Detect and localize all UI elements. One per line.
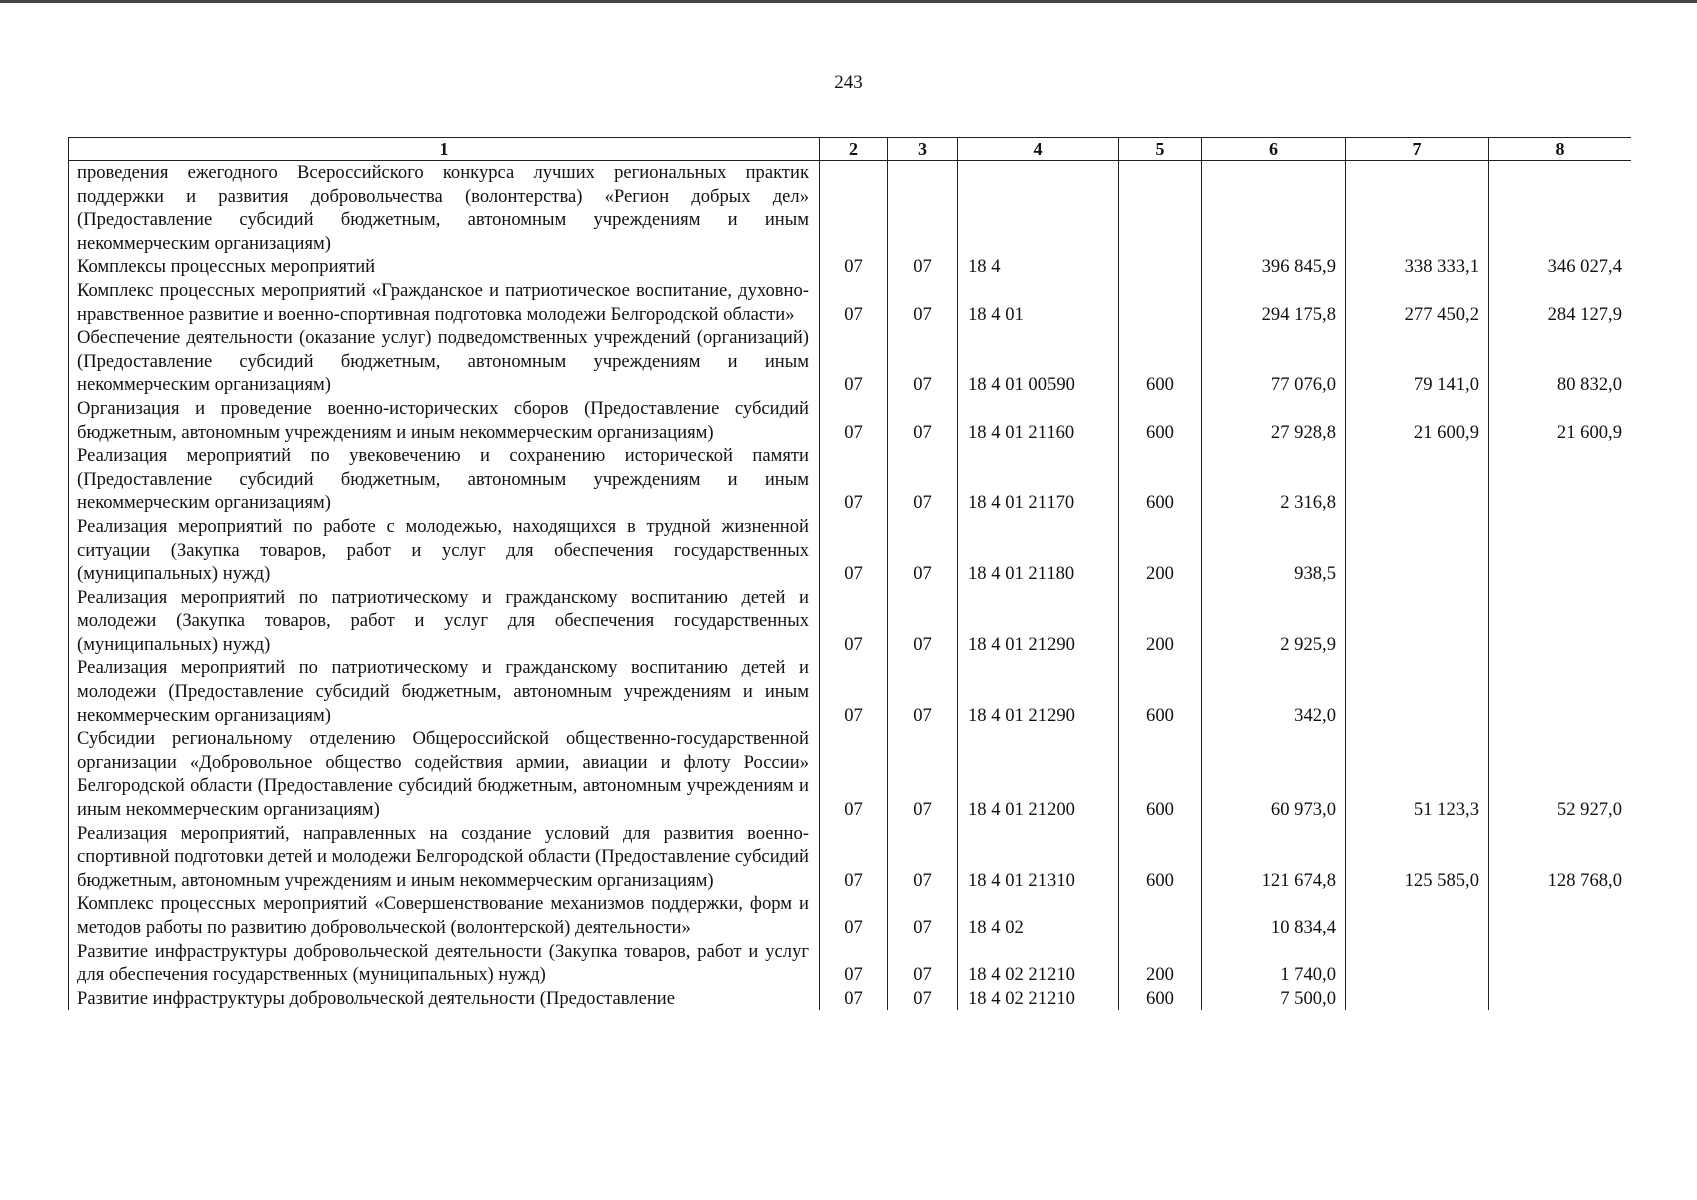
table-row xyxy=(69,987,1632,1011)
column-header-3: 3 xyxy=(888,138,958,161)
row-description: Обеспечение деятельности (оказание услуг) подведомственных учреждений (организаций) (Предоставление субсидий бюджетным, автономным учреждениям и иным некоммерческим организациям) xyxy=(69,326,820,397)
row-subsection-code xyxy=(888,161,958,256)
row-amount-col7 xyxy=(1346,161,1489,256)
table-body xyxy=(69,161,1632,1011)
row-section-code: 07 xyxy=(820,444,888,515)
row-section-code: 07 xyxy=(820,822,888,893)
row-amount-col8: 346 027,4 xyxy=(1489,255,1632,279)
row-expense-type-code: 600 xyxy=(1119,397,1202,444)
row-section-code: 07 xyxy=(820,515,888,586)
row-target-article-code: 18 4 01 21200 xyxy=(958,727,1119,821)
table-row xyxy=(69,586,1632,657)
table-row xyxy=(69,822,1632,893)
row-target-article-code: 18 4 01 21290 xyxy=(958,656,1119,727)
table-row xyxy=(69,892,1632,939)
row-description: Развитие инфраструктуры добровольческой деятельности (Предоставление xyxy=(69,987,820,1011)
row-expense-type-code: 200 xyxy=(1119,940,1202,987)
table-row xyxy=(69,161,1632,256)
row-expense-type-code: 200 xyxy=(1119,515,1202,586)
row-amount-col6: 1 740,0 xyxy=(1202,940,1346,987)
row-expense-type-code xyxy=(1119,161,1202,256)
row-amount-col8: 21 600,9 xyxy=(1489,397,1632,444)
row-section-code: 07 xyxy=(820,940,888,987)
row-expense-type-code: 600 xyxy=(1119,727,1202,821)
row-expense-type-code xyxy=(1119,892,1202,939)
table-row xyxy=(69,255,1632,279)
row-target-article-code xyxy=(958,161,1119,256)
row-description: Развитие инфраструктуры добровольческой деятельности (Закупка товаров, работ и услуг для обеспечения государственных (муниципальных) нужд) xyxy=(69,940,820,987)
row-amount-col6: 7 500,0 xyxy=(1202,987,1346,1011)
row-section-code: 07 xyxy=(820,892,888,939)
row-description: Реализация мероприятий по патриотическому и гражданскому воспитанию детей и молодежи (Закупка товаров, работ и услуг для обеспечения государственных (муниципальных) нужд) xyxy=(69,586,820,657)
column-header-2: 2 xyxy=(820,138,888,161)
row-amount-col6: 2 316,8 xyxy=(1202,444,1346,515)
row-amount-col8: 52 927,0 xyxy=(1489,727,1632,821)
row-expense-type-code xyxy=(1119,279,1202,326)
row-amount-col7: 125 585,0 xyxy=(1346,822,1489,893)
row-target-article-code: 18 4 01 21180 xyxy=(958,515,1119,586)
row-description: Организация и проведение военно-исторических сборов (Предоставление субсидий бюджетным, автономным учреждениям и иным некоммерческим организациям) xyxy=(69,397,820,444)
row-subsection-code: 07 xyxy=(888,255,958,279)
row-description: Реализация мероприятий по увековечению и сохранению исторической памяти (Предоставление субсидий бюджетным, автономным учреждениям и иным некоммерческим организациям) xyxy=(69,444,820,515)
row-section-code: 07 xyxy=(820,656,888,727)
row-target-article-code: 18 4 02 xyxy=(958,892,1119,939)
row-description: Комплексы процессных мероприятий xyxy=(69,255,820,279)
row-target-article-code: 18 4 01 21170 xyxy=(958,444,1119,515)
table-header-row xyxy=(69,138,1632,161)
column-header-7: 7 xyxy=(1346,138,1489,161)
table-row xyxy=(69,397,1632,444)
row-section-code: 07 xyxy=(820,727,888,821)
top-border-line xyxy=(0,0,1697,3)
column-header-1: 1 xyxy=(69,138,820,161)
row-expense-type-code: 200 xyxy=(1119,586,1202,657)
row-description: Комплекс процессных мероприятий «Совершенствование механизмов поддержки, форм и методов работы по развитию добровольческой (волонтерской) деятельности» xyxy=(69,892,820,939)
row-section-code xyxy=(820,161,888,256)
row-subsection-code: 07 xyxy=(888,940,958,987)
row-description: Субсидии региональному отделению Общероссийской общественно-государственной организации «Добровольное общество содействия армии, авиации и флоту России» Белгородской области (Предоставление субсидий бюджетным, автономным учреждениям и иным некоммерческим организациям) xyxy=(69,727,820,821)
row-amount-col8: 80 832,0 xyxy=(1489,326,1632,397)
row-amount-col7: 277 450,2 xyxy=(1346,279,1489,326)
row-amount-col8 xyxy=(1489,161,1632,256)
row-subsection-code: 07 xyxy=(888,656,958,727)
row-amount-col8 xyxy=(1489,940,1632,987)
row-subsection-code: 07 xyxy=(888,326,958,397)
row-subsection-code: 07 xyxy=(888,586,958,657)
row-target-article-code: 18 4 02 21210 xyxy=(958,987,1119,1011)
table-row xyxy=(69,279,1632,326)
row-amount-col8 xyxy=(1489,515,1632,586)
row-target-article-code: 18 4 01 xyxy=(958,279,1119,326)
row-description: Реализация мероприятий, направленных на создание условий для развития военно-спортивной подготовки детей и молодежи Белгородской области (Предоставление субсидий бюджетным, автономным учреждениям и иным некоммерческим организациям) xyxy=(69,822,820,893)
row-subsection-code: 07 xyxy=(888,397,958,444)
row-section-code: 07 xyxy=(820,279,888,326)
row-expense-type-code xyxy=(1119,255,1202,279)
row-amount-col6: 27 928,8 xyxy=(1202,397,1346,444)
row-description: Реализация мероприятий по работе с молодежью, находящихся в трудной жизненной ситуации (Закупка товаров, работ и услуг для обеспечения государственных (муниципальных) нужд) xyxy=(69,515,820,586)
row-section-code: 07 xyxy=(820,397,888,444)
row-amount-col7 xyxy=(1346,987,1489,1011)
row-expense-type-code: 600 xyxy=(1119,326,1202,397)
row-subsection-code: 07 xyxy=(888,515,958,586)
table-row xyxy=(69,444,1632,515)
row-amount-col7: 338 333,1 xyxy=(1346,255,1489,279)
row-amount-col6: 294 175,8 xyxy=(1202,279,1346,326)
row-amount-col6: 10 834,4 xyxy=(1202,892,1346,939)
row-target-article-code: 18 4 xyxy=(958,255,1119,279)
row-amount-col6: 60 973,0 xyxy=(1202,727,1346,821)
row-amount-col8 xyxy=(1489,444,1632,515)
budget-table-container xyxy=(68,137,1631,1100)
row-subsection-code: 07 xyxy=(888,987,958,1011)
row-expense-type-code: 600 xyxy=(1119,822,1202,893)
column-header-5: 5 xyxy=(1119,138,1202,161)
row-amount-col6: 396 845,9 xyxy=(1202,255,1346,279)
table-row xyxy=(69,326,1632,397)
row-amount-col8: 284 127,9 xyxy=(1489,279,1632,326)
table-row xyxy=(69,515,1632,586)
row-subsection-code: 07 xyxy=(888,822,958,893)
row-target-article-code: 18 4 01 21160 xyxy=(958,397,1119,444)
table-row xyxy=(69,727,1632,821)
row-amount-col6: 938,5 xyxy=(1202,515,1346,586)
row-subsection-code: 07 xyxy=(888,444,958,515)
row-expense-type-code: 600 xyxy=(1119,444,1202,515)
column-header-8: 8 xyxy=(1489,138,1632,161)
row-amount-col7 xyxy=(1346,940,1489,987)
column-header-4: 4 xyxy=(958,138,1119,161)
row-amount-col8 xyxy=(1489,987,1632,1011)
row-amount-col7 xyxy=(1346,656,1489,727)
row-section-code: 07 xyxy=(820,987,888,1011)
row-amount-col6: 342,0 xyxy=(1202,656,1346,727)
row-amount-col8 xyxy=(1489,656,1632,727)
row-target-article-code: 18 4 02 21210 xyxy=(958,940,1119,987)
budget-table xyxy=(68,137,1631,1010)
row-description: Реализация мероприятий по патриотическому и гражданскому воспитанию детей и молодежи (Предоставление субсидий бюджетным, автономным учреждениям и иным некоммерческим организациям) xyxy=(69,656,820,727)
row-amount-col8 xyxy=(1489,586,1632,657)
row-section-code: 07 xyxy=(820,326,888,397)
row-subsection-code: 07 xyxy=(888,279,958,326)
row-section-code: 07 xyxy=(820,586,888,657)
row-amount-col6: 2 925,9 xyxy=(1202,586,1346,657)
row-amount-col6: 77 076,0 xyxy=(1202,326,1346,397)
row-section-code: 07 xyxy=(820,255,888,279)
row-amount-col7: 51 123,3 xyxy=(1346,727,1489,821)
row-subsection-code: 07 xyxy=(888,892,958,939)
row-amount-col7: 79 141,0 xyxy=(1346,326,1489,397)
row-target-article-code: 18 4 01 21290 xyxy=(958,586,1119,657)
row-target-article-code: 18 4 01 21310 xyxy=(958,822,1119,893)
row-subsection-code: 07 xyxy=(888,727,958,821)
row-amount-col8: 128 768,0 xyxy=(1489,822,1632,893)
table-row xyxy=(69,940,1632,987)
page-number: 243 xyxy=(834,72,863,93)
row-amount-col7: 21 600,9 xyxy=(1346,397,1489,444)
row-description: Комплекс процессных мероприятий «Гражданское и патриотическое воспитание, духовно-нравственное развитие и военно-спортивная подготовка молодежи Белгородской области» xyxy=(69,279,820,326)
row-amount-col7 xyxy=(1346,586,1489,657)
row-expense-type-code: 600 xyxy=(1119,656,1202,727)
table-row xyxy=(69,656,1632,727)
row-amount-col6 xyxy=(1202,161,1346,256)
row-expense-type-code: 600 xyxy=(1119,987,1202,1011)
row-amount-col7 xyxy=(1346,515,1489,586)
column-header-6: 6 xyxy=(1202,138,1346,161)
row-target-article-code: 18 4 01 00590 xyxy=(958,326,1119,397)
row-description: проведения ежегодного Всероссийского конкурса лучших региональных практик поддержки и развития добровольчества (волонтерства) «Регион добрых дел» (Предоставление субсидий бюджетным, автономным учреждениям и иным некоммерческим организациям) xyxy=(69,161,820,256)
row-amount-col8 xyxy=(1489,892,1632,939)
row-amount-col7 xyxy=(1346,444,1489,515)
row-amount-col6: 121 674,8 xyxy=(1202,822,1346,893)
row-amount-col7 xyxy=(1346,892,1489,939)
